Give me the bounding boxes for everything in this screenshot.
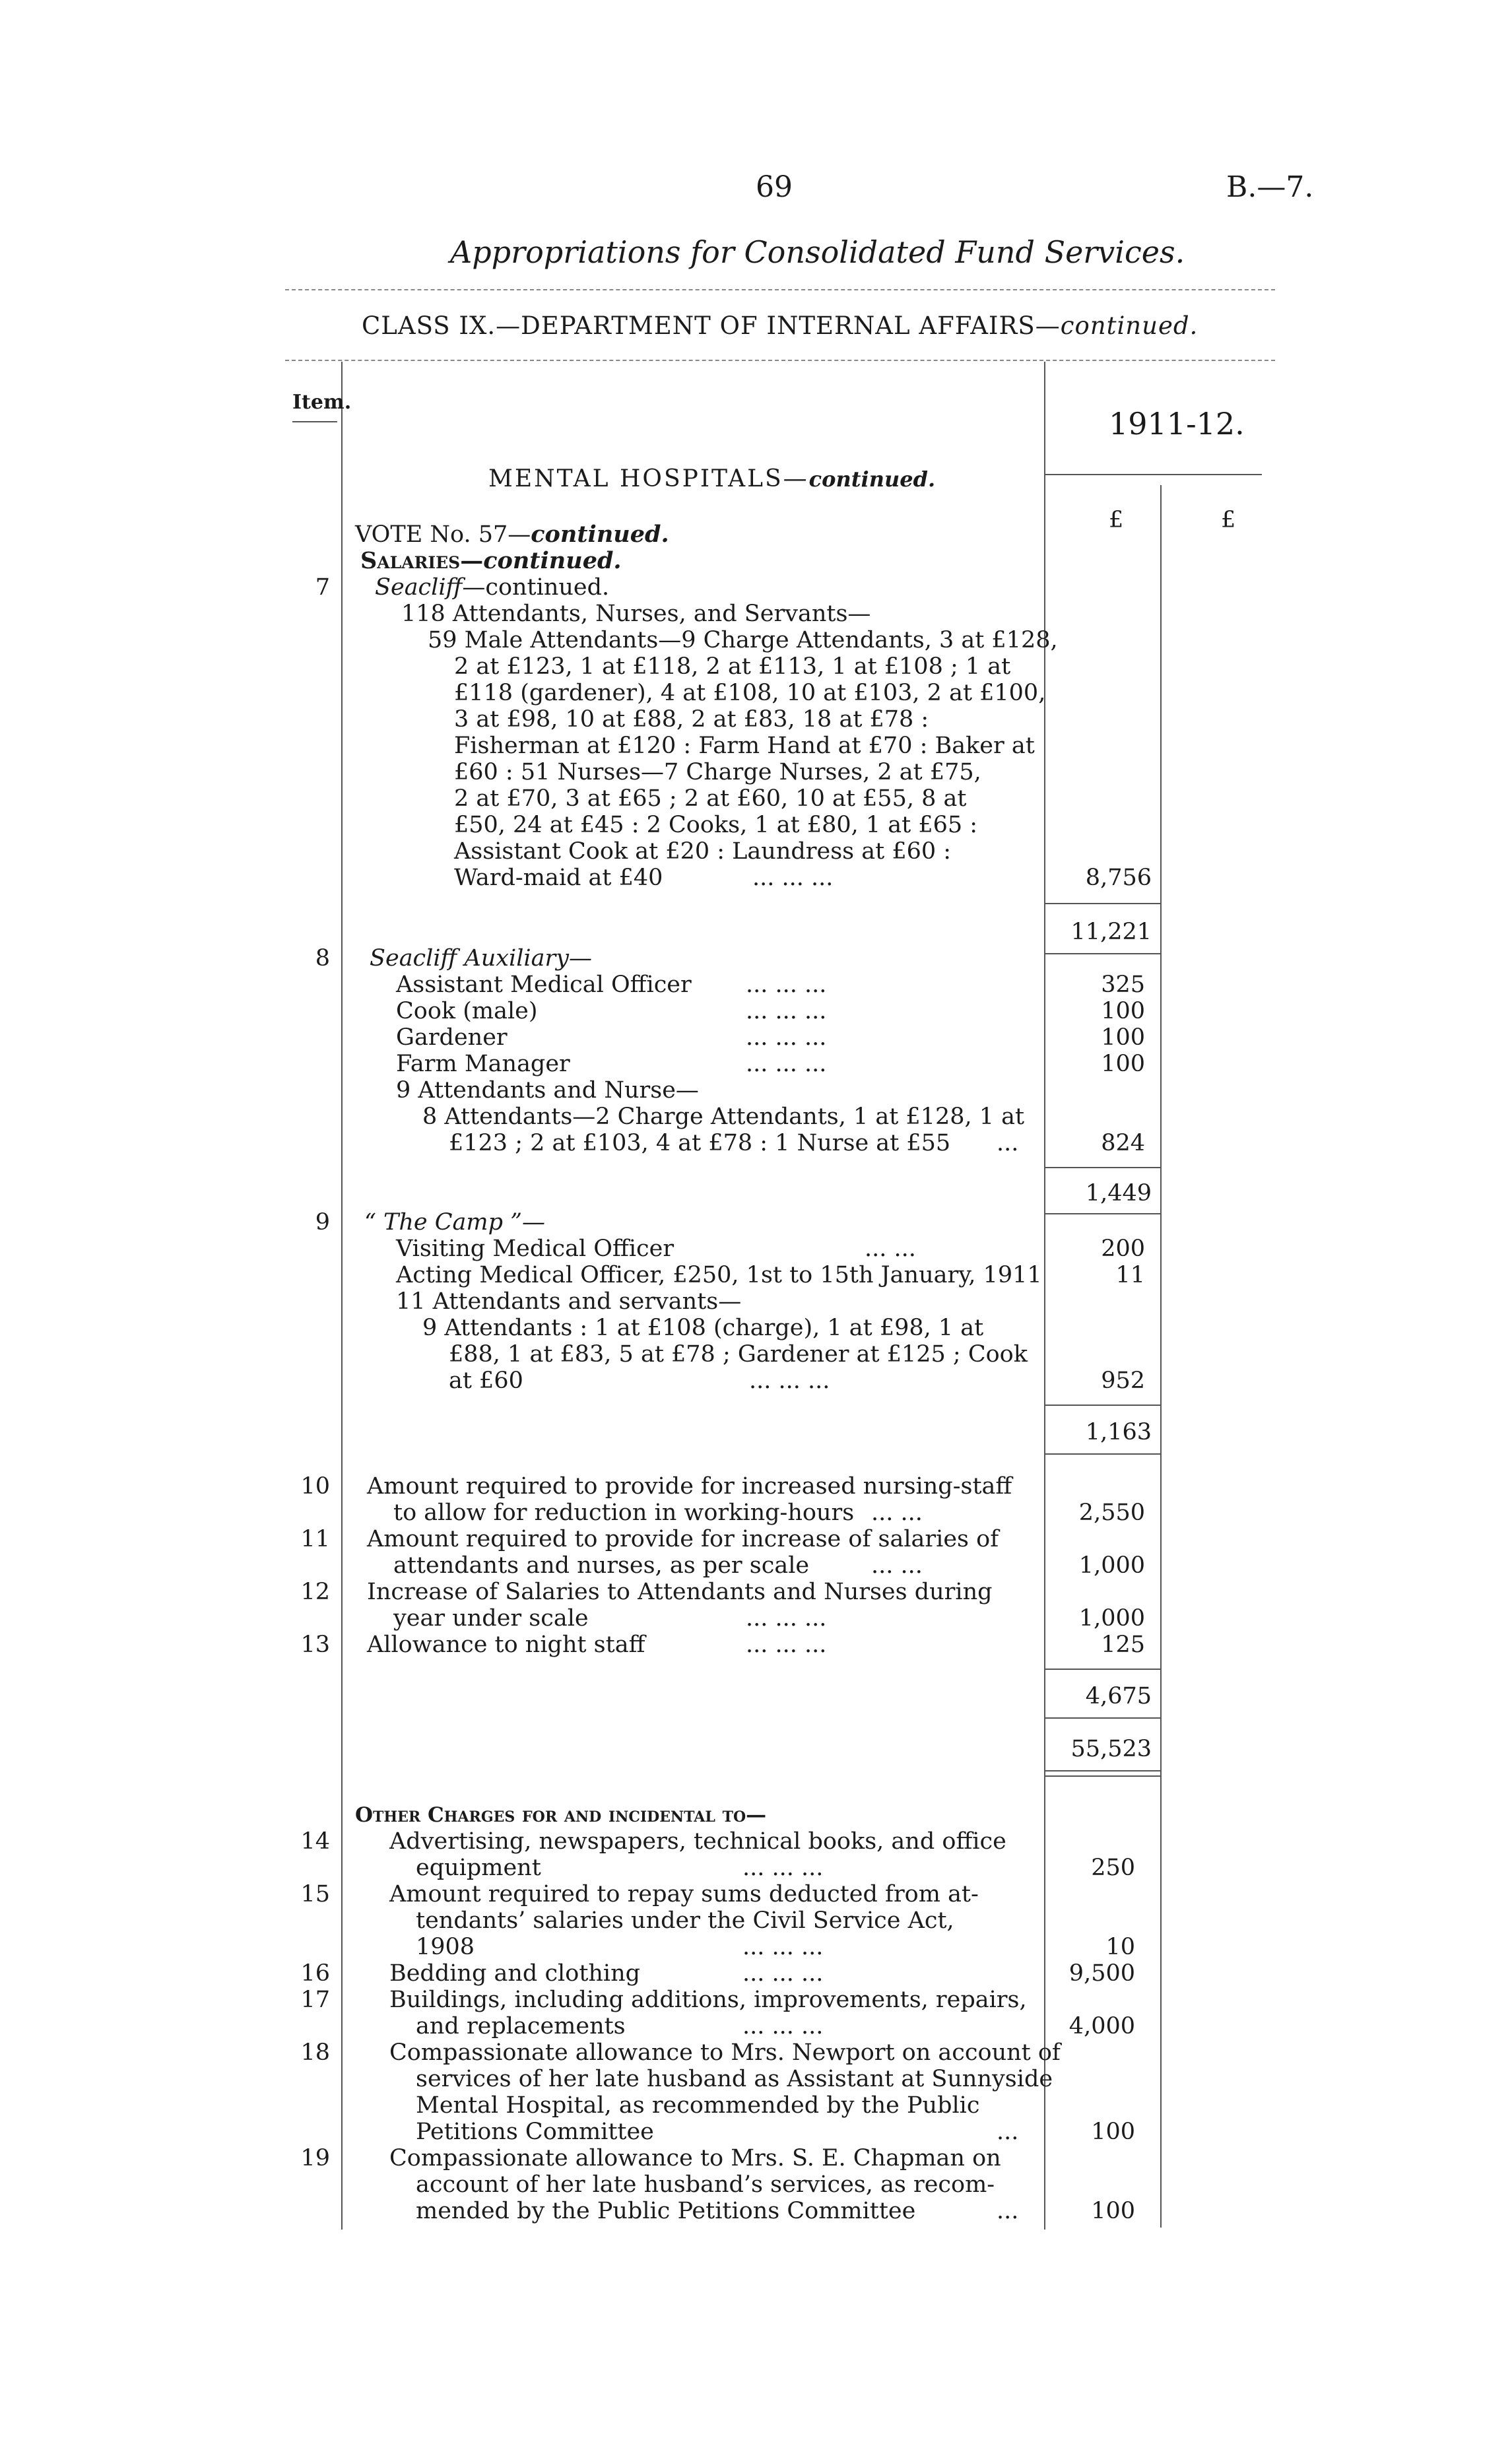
item-line: Allowance to night staff bbox=[367, 1632, 645, 1658]
section-heading-continued: continued. bbox=[808, 467, 936, 492]
item-line: mended by the Public Petitions Committee bbox=[416, 2198, 916, 2224]
item-line: Amount required to provide for increased nursing-staff bbox=[367, 1473, 1012, 1500]
section-heading-text: MENTAL HOSPITALS— bbox=[488, 465, 809, 492]
class-heading-continued: continued. bbox=[1060, 312, 1199, 340]
seacliff-continued: —continued. bbox=[462, 574, 610, 601]
item-number: 9 bbox=[315, 1209, 330, 1236]
item-number: 8 bbox=[315, 945, 330, 972]
item-line: 59 Male Attendants—9 Charge Attendants, 3 at £128, bbox=[428, 627, 1058, 653]
item-number: 7 bbox=[315, 574, 330, 601]
item-line: Fisherman at £120 : Farm Hand at £70 : Baker at bbox=[454, 733, 1035, 759]
item-number: 10 bbox=[300, 1473, 330, 1500]
page-title: Appropriations for Consolidated Fund Services. bbox=[450, 234, 1185, 270]
leader-dots: ... ... ... bbox=[746, 1051, 827, 1077]
salaries-heading bbox=[360, 548, 622, 574]
subtotal: 11,221 bbox=[1070, 919, 1152, 945]
item-line: £88, 1 at £83, 5 at £78 ; Gardener at £125 ; Cook bbox=[449, 1341, 1028, 1368]
amount: 125 bbox=[1101, 1632, 1145, 1658]
class-heading bbox=[362, 312, 1198, 340]
item-line: 9 Attendants and Nurse— bbox=[396, 1077, 699, 1104]
item-line: 8 Attendants—2 Charge Attendants, 1 at £128, 1 at bbox=[422, 1104, 1025, 1130]
amount: 824 bbox=[1101, 1130, 1145, 1156]
amount: 9,500 bbox=[1068, 1960, 1135, 1987]
subtotal: 1,163 bbox=[1085, 1419, 1152, 1445]
leader-dots: ... ... ... bbox=[746, 1605, 827, 1632]
vote-heading bbox=[355, 521, 669, 548]
salaries-continued: continued. bbox=[483, 547, 622, 574]
item-line: Assistant Cook at £20 : Laundress at £60 : bbox=[454, 838, 952, 865]
currency-symbol: £ bbox=[1221, 507, 1236, 533]
item-line: 11 Attendants and servants— bbox=[396, 1288, 742, 1315]
item-number: 14 bbox=[300, 1828, 330, 1855]
item-line: £60 : 51 Nurses—7 Charge Nurses, 2 at £75, bbox=[454, 759, 981, 785]
amount-column-rule-right bbox=[1160, 485, 1162, 2228]
item-line: Acting Medical Officer, £250, 1st to 15th January, 1911 bbox=[396, 1262, 1042, 1288]
subtotal: 4,675 bbox=[1085, 1683, 1152, 1709]
vote-text: VOTE No. 57— bbox=[355, 521, 531, 548]
leader-dots: ... ... bbox=[865, 1236, 916, 1262]
item-line: tendants’ salaries under the Civil Service Act, bbox=[416, 1907, 954, 1934]
item-line: Amount required to repay sums deducted from at- bbox=[389, 1881, 979, 1907]
item-number: 12 bbox=[300, 1579, 330, 1605]
page-number: 69 bbox=[756, 170, 793, 204]
item-line: £118 (gardener), 4 at £108, 10 at £103, 2 at £100, bbox=[454, 680, 1046, 706]
amount: 100 bbox=[1091, 2198, 1135, 2224]
amount: 250 bbox=[1091, 1855, 1135, 1881]
item-line: Compassionate allowance to Mrs. Newport on account of bbox=[389, 2039, 1061, 2066]
item-line: Compassionate allowance to Mrs. S. E. Chapman on bbox=[389, 2145, 1001, 2171]
item-line: Farm Manager bbox=[396, 1051, 570, 1077]
item-column-header: Item. bbox=[292, 391, 352, 414]
amount: 1,000 bbox=[1078, 1605, 1145, 1632]
item-header-rule bbox=[292, 421, 337, 422]
item-line: Petitions Committee bbox=[416, 2119, 654, 2145]
item-title: Seacliff Auxiliary— bbox=[370, 945, 592, 972]
leader-dots: ... ... ... bbox=[742, 1934, 824, 1960]
leader-dots: ... bbox=[997, 2119, 1019, 2145]
item-line: to allow for reduction in working-hours bbox=[393, 1500, 855, 1526]
item-line: Bedding and clothing bbox=[389, 1960, 641, 1987]
amount: 11 bbox=[1115, 1262, 1145, 1288]
item-line: account of her late husband’s services, as recom- bbox=[416, 2171, 995, 2198]
other-charges-heading: Other Charges for and incidental to— bbox=[355, 1803, 767, 1827]
leader-dots: ... ... ... bbox=[742, 2013, 824, 2039]
subtotal-rule bbox=[1044, 1453, 1160, 1455]
amount: 1,000 bbox=[1078, 1552, 1145, 1579]
total-rule bbox=[1044, 1775, 1160, 1777]
subtotal-rule bbox=[1044, 1167, 1160, 1168]
amount: 10 bbox=[1105, 1934, 1135, 1960]
subtotal-rule bbox=[1044, 1717, 1160, 1719]
item-line: Visiting Medical Officer bbox=[396, 1236, 674, 1262]
leader-dots: ... ... bbox=[871, 1500, 923, 1526]
item-line: services of her late husband as Assistant at Sunnyside bbox=[416, 2066, 1053, 2092]
amount: 325 bbox=[1101, 972, 1145, 998]
item-line: Gardener bbox=[396, 1024, 508, 1051]
item-line: Buildings, including additions, improvements, repairs, bbox=[389, 1987, 1027, 2013]
year-header: 1911-12. bbox=[1109, 406, 1245, 442]
subtotal-rule bbox=[1044, 903, 1160, 904]
leader-dots: ... ... ... bbox=[746, 1632, 827, 1658]
divider bbox=[285, 360, 1275, 361]
leader-dots: ... ... bbox=[871, 1552, 923, 1579]
salaries-text: Salaries— bbox=[360, 547, 484, 574]
amount: 200 bbox=[1101, 1236, 1145, 1262]
subtotal-rule bbox=[1044, 953, 1160, 954]
item-title: “ The Camp ”— bbox=[364, 1209, 546, 1236]
item-line: and replacements bbox=[416, 2013, 626, 2039]
item-column-rule bbox=[341, 362, 343, 2230]
amount: 4,000 bbox=[1068, 2013, 1135, 2039]
item-line: equipment bbox=[416, 1855, 541, 1881]
leader-dots: ... bbox=[997, 2198, 1019, 2224]
item-number: 19 bbox=[300, 2145, 330, 2171]
amount: 100 bbox=[1101, 1051, 1145, 1077]
leader-dots: ... ... ... bbox=[746, 972, 827, 998]
leader-dots: ... ... ... bbox=[752, 865, 834, 891]
leader-dots: ... ... ... bbox=[746, 998, 827, 1024]
item-line: Mental Hospital, as recommended by the Public bbox=[416, 2092, 980, 2119]
total-rule bbox=[1044, 1770, 1160, 1771]
vote-continued: continued. bbox=[531, 521, 669, 548]
item-line: 1908 bbox=[416, 1934, 475, 1960]
salaries-total: 55,523 bbox=[1070, 1736, 1152, 1762]
item-line: Cook (male) bbox=[396, 998, 538, 1024]
item-line: attendants and nurses, as per scale bbox=[393, 1552, 810, 1579]
item-number: 18 bbox=[300, 2039, 330, 2066]
leader-dots: ... ... ... bbox=[742, 1960, 824, 1987]
amount: 100 bbox=[1101, 998, 1145, 1024]
item-number: 15 bbox=[300, 1881, 330, 1907]
item-line: at £60 bbox=[449, 1368, 523, 1394]
document-reference: B.—7. bbox=[1226, 170, 1314, 204]
item-line: Advertising, newspapers, technical books, and office bbox=[389, 1828, 1006, 1855]
year-rule bbox=[1044, 474, 1262, 475]
subtotal: 1,449 bbox=[1085, 1180, 1152, 1207]
item-line: 9 Attendants : 1 at £108 (charge), 1 at £98, 1 at bbox=[422, 1315, 984, 1341]
item-line: Amount required to provide for increase of salaries of bbox=[367, 1526, 999, 1552]
item-line: Ward-maid at £40 bbox=[454, 865, 663, 891]
amount: 8,756 bbox=[1085, 865, 1152, 891]
item-line: £50, 24 at £45 : 2 Cooks, 1 at £80, 1 at £65 : bbox=[454, 812, 978, 838]
divider bbox=[285, 289, 1275, 290]
amount: 100 bbox=[1091, 2119, 1135, 2145]
subtotal-rule bbox=[1044, 1213, 1160, 1214]
leader-dots: ... bbox=[997, 1130, 1019, 1156]
leader-dots: ... ... ... bbox=[742, 1855, 824, 1881]
item-line: 2 at £123, 1 at £118, 2 at £113, 1 at £108 ; 1 at bbox=[454, 653, 1011, 680]
item-line: 118 Attendants, Nurses, and Servants— bbox=[401, 601, 871, 627]
item-line: Assistant Medical Officer bbox=[396, 972, 692, 998]
item-line: Increase of Salaries to Attendants and Nurses during bbox=[367, 1579, 993, 1605]
subtotal-rule bbox=[1044, 1669, 1160, 1670]
item-number: 16 bbox=[300, 1960, 330, 1987]
subtotal-rule bbox=[1044, 1405, 1160, 1406]
leader-dots: ... ... ... bbox=[746, 1024, 827, 1051]
item-number: 17 bbox=[300, 1987, 330, 2013]
currency-symbol: £ bbox=[1109, 507, 1124, 533]
item-number: 11 bbox=[300, 1526, 330, 1552]
class-heading-text: CLASS IX.—DEPARTMENT OF INTERNAL AFFAIRS— bbox=[362, 312, 1061, 340]
item-line: 3 at £98, 10 at £88, 2 at £83, 18 at £78 : bbox=[454, 706, 929, 733]
item-number: 13 bbox=[300, 1632, 330, 1658]
leader-dots: ... ... ... bbox=[749, 1368, 830, 1394]
item-line: 2 at £70, 3 at £65 ; 2 at £60, 10 at £55, 8 at bbox=[454, 785, 967, 812]
amount: 100 bbox=[1101, 1024, 1145, 1051]
section-heading bbox=[488, 465, 935, 492]
seacliff-text: Seacliff bbox=[375, 574, 463, 601]
item-line: £123 ; 2 at £103, 4 at £78 : 1 Nurse at £55 bbox=[449, 1130, 951, 1156]
seacliff-heading bbox=[375, 574, 609, 601]
amount: 952 bbox=[1101, 1368, 1145, 1394]
amount: 2,550 bbox=[1078, 1500, 1145, 1526]
item-line: year under scale bbox=[393, 1605, 589, 1632]
